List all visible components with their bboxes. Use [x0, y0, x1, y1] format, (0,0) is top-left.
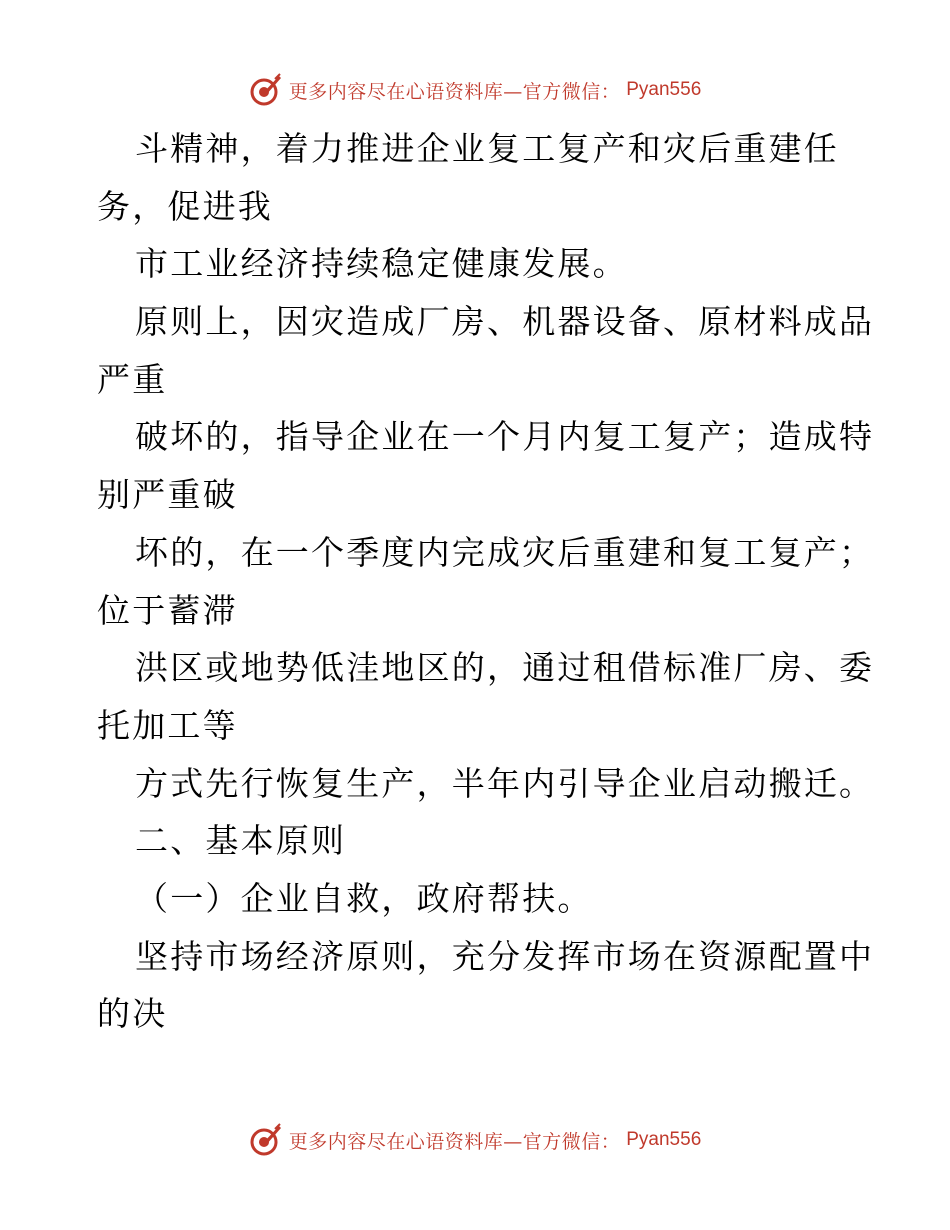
quill-pen-circle-icon: [249, 73, 283, 107]
body-line: 原则上，因灾造成厂房、机器设备、原材料成品: [135, 302, 875, 342]
body-line: 坚持市场经济原则，充分发挥市场在资源配置中: [135, 936, 875, 976]
document-body: [97, 120, 875, 1043]
header-banner-text: 更多内容尽在心语资料库—官方微信：: [288, 80, 621, 103]
subsection-heading: （一）企业自救，政府帮扶。: [135, 878, 593, 918]
section-heading: 二、基本原则: [135, 821, 347, 861]
body-line: 市工业经济持续稳定健康发展。: [135, 244, 628, 284]
footer-banner: [0, 1120, 950, 1160]
body-line: 务，促进我: [97, 186, 273, 226]
body-line: 位于蓄滞: [97, 590, 238, 630]
footer-banner-text: 更多内容尽在心语资料库—官方微信：: [288, 1130, 621, 1153]
footer-wechat-id: Pyan556: [626, 1129, 702, 1150]
body-line: 的决: [97, 994, 168, 1034]
body-line: 严重: [97, 359, 168, 399]
quill-pen-circle-icon: [249, 1123, 283, 1157]
header-wechat-id: Pyan556: [626, 79, 702, 100]
body-line: 坏的，在一个季度内完成灾后重建和复工复产；: [135, 532, 875, 572]
body-line: 方式先行恢复生产，半年内引导企业启动搬迁。: [135, 763, 875, 803]
header-banner: [0, 70, 950, 110]
body-line: 托加工等: [97, 705, 238, 745]
body-line: 别严重破: [97, 475, 238, 515]
body-line: 破坏的，指导企业在一个月内复工复产；造成特: [135, 417, 875, 457]
body-line: 斗精神，着力推进企业复工复产和灾后重建任: [135, 129, 839, 168]
body-line: 洪区或地势低洼地区的，通过租借标准厂房、委: [135, 648, 875, 688]
